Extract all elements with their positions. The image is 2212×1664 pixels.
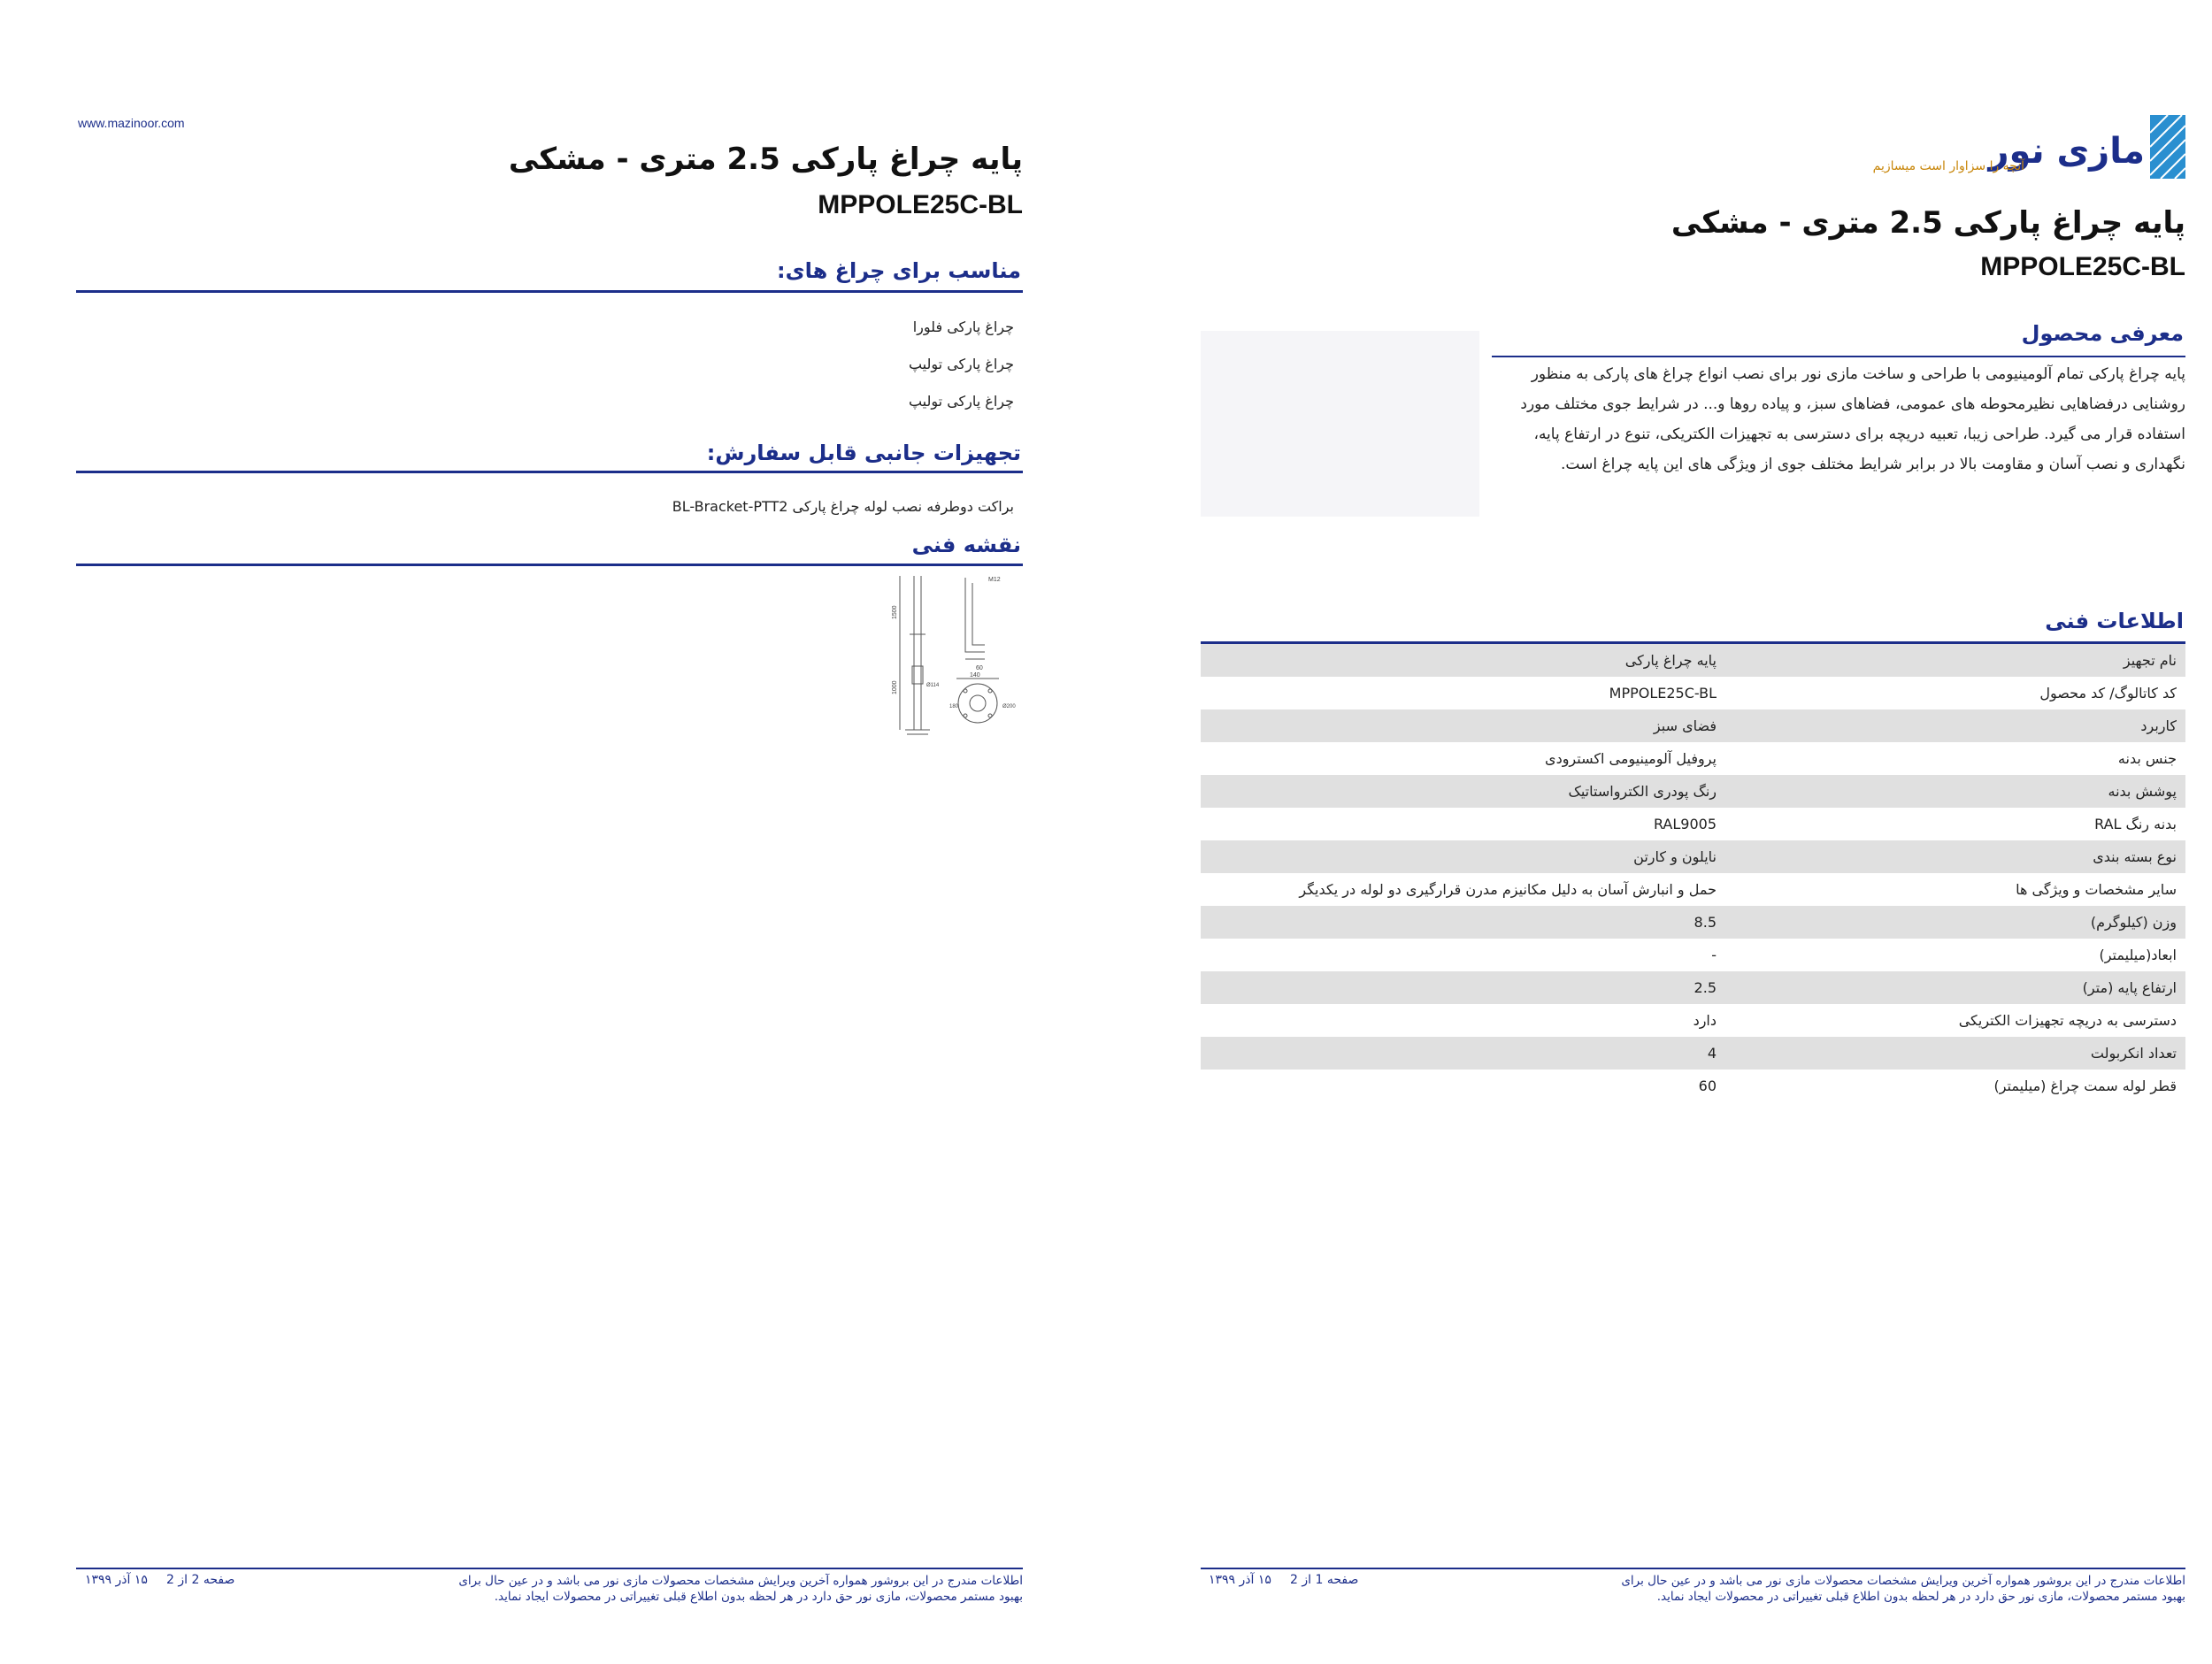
table-row bbox=[1201, 906, 2185, 939]
spec-value: رنگ پودری الکترواستاتیک bbox=[1201, 775, 1725, 808]
suitable-item[interactable]: چراغ پارکی تولیپ bbox=[908, 356, 1014, 372]
spec-label: جنس بدنه bbox=[2117, 750, 2177, 767]
technical-drawing bbox=[880, 571, 1040, 743]
specs-table-wrapper bbox=[1201, 644, 2185, 1102]
table-row bbox=[1201, 840, 2185, 873]
spec-value: حمل و انبارش آسان به دلیل مکانیزم مدرن قرارگیری دو لوله در یکدیگر bbox=[1299, 881, 1717, 898]
spec-label: پوشش بدنه bbox=[1725, 775, 2185, 808]
spec-value: RAL9005 bbox=[1653, 816, 1717, 832]
spec-value: دارد bbox=[1693, 1012, 1717, 1029]
spec-label: سایر مشخصات و ویژگی ها bbox=[2016, 881, 2177, 898]
suitable-heading: مناسب برای چراغ های: bbox=[777, 258, 1021, 283]
table-row bbox=[1201, 775, 2185, 808]
specs-table bbox=[1201, 644, 2185, 1102]
spec-label: قطر لوله سمت چراغ (میلیمتر) bbox=[1993, 1077, 2177, 1094]
footer-disclaimer: اطلاعات مندرج در این بروشور همواره آخرین ویرایش مشخصات محصولات مازی نور می باشد و در عین حال برای بهبود مستمر محصولات، مازی نور حق دارد در هر لحظه بدون اطلاع قبلی تغییراتی در محصولات ایجاد نماید. bbox=[1621, 1574, 2185, 1604]
intro-paragraph: پایه چراغ پارکی تمام آلومینیومی با طراحی و ساخت مازی نور برای نصب انواع چراغ های پارکی به منظور روشنایی درفضاهایی نظیرمحوطه های عمومی، فضاهای سبز، و پیاده روها و... در شرایط جوی مختلف مورد استفاده قرار می گیرد. طراحی زیبا، تعبیه دریچه برای دسترسی به تجهیزات الکتریکی، تنوع در ارتفاع پایه، نگهداری و نصب آسان و مقاومت بالا در برابر شرایط مختلف جوی از ویژگی های این پایه چراغ است. bbox=[1520, 365, 2185, 473]
page-number: صفحه 1 از 2 bbox=[1290, 1573, 1359, 1587]
product-code: MPPOLE25C-BL bbox=[1980, 252, 2185, 281]
section-divider bbox=[76, 290, 1023, 293]
table-row bbox=[1201, 873, 2185, 906]
spec-value: 60 bbox=[1698, 1077, 1717, 1094]
footer-divider bbox=[1201, 1568, 2185, 1569]
table-row bbox=[1201, 808, 2185, 840]
spec-label: دسترسی به دریچه تجهیزات الکتریکی bbox=[1958, 1012, 2177, 1029]
spec-value: 8.5 bbox=[1201, 906, 1725, 939]
table-row bbox=[1201, 677, 2185, 709]
table-row bbox=[1201, 939, 2185, 971]
drawing-heading: نقشه فنی bbox=[911, 533, 1021, 557]
spec-value: پروفیل آلومینیومی اکسترودی bbox=[1545, 750, 1717, 767]
dim-pole-diameter: Ø114 bbox=[926, 683, 940, 688]
dim-diameter: 60 bbox=[976, 665, 983, 671]
table-row bbox=[1201, 1004, 2185, 1037]
spec-value: 4 bbox=[1201, 1037, 1725, 1070]
spec-label: نوع بسته بندی bbox=[1725, 840, 2185, 873]
product-image-placeholder bbox=[1201, 331, 1479, 517]
table-row bbox=[1201, 644, 2185, 677]
table-row bbox=[1201, 742, 2185, 775]
suitable-item[interactable]: چراغ پارکی فلورا bbox=[912, 318, 1014, 335]
spec-value: نایلون و کارتن bbox=[1201, 840, 1725, 873]
footer-date: ۱۵ آذر ۱۳۹۹ bbox=[85, 1573, 148, 1587]
spec-label: نام تجهیز bbox=[1725, 644, 2185, 677]
spec-label: ابعاد(میلیمتر) bbox=[2099, 947, 2177, 963]
intro-heading: معرفی محصول bbox=[2021, 321, 2184, 346]
spec-label: ارتفاع پایه (متر) bbox=[1725, 971, 2185, 1004]
product-title: پایه چراغ پارکی 2.5 متری - مشکی bbox=[1671, 205, 2185, 241]
page-1 bbox=[1106, 0, 2212, 1664]
footer-date: ۱۵ آذر ۱۳۹۹ bbox=[1209, 1573, 1271, 1587]
specs-heading: اطلاعات فنی bbox=[2045, 609, 2184, 633]
table-row bbox=[1201, 709, 2185, 742]
spec-value: - bbox=[1711, 947, 1717, 963]
product-title: پایه چراغ پارکی 2.5 متری - مشکی bbox=[508, 142, 1023, 177]
page-number: صفحه 2 از 2 bbox=[166, 1573, 235, 1587]
table-row bbox=[1201, 1070, 2185, 1102]
spec-value: پایه چراغ پارکی bbox=[1201, 644, 1725, 677]
footer-divider bbox=[76, 1568, 1023, 1569]
section-divider bbox=[76, 564, 1023, 566]
section-divider bbox=[1492, 356, 2185, 357]
spec-value: 2.5 bbox=[1201, 971, 1725, 1004]
table-row bbox=[1201, 971, 2185, 1004]
spec-value: فضای سبز bbox=[1201, 709, 1725, 742]
dim-height-bottom: 1000 bbox=[892, 680, 898, 694]
spec-label: کاربرد bbox=[1725, 709, 2185, 742]
accessories-heading: تجهیزات جانبی قابل سفارش: bbox=[706, 441, 1021, 465]
product-code: MPPOLE25C-BL bbox=[818, 190, 1023, 219]
dim-plate-diameter: Ø200 bbox=[1002, 704, 1016, 709]
section-divider bbox=[76, 471, 1023, 473]
spec-label: کد کاتالوگ/ کد محصول bbox=[2039, 685, 2177, 702]
spec-label: تعداد انکربولت bbox=[1725, 1037, 2185, 1070]
footer-disclaimer: اطلاعات مندرج در این بروشور همواره آخرین ویرایش مشخصات محصولات مازی نور می باشد و در عین حال برای بهبود مستمر محصولات، مازی نور حق دارد در هر لحظه بدون اطلاع قبلی تغییراتی در محصولات ایجاد نماید. bbox=[458, 1574, 1023, 1604]
suitable-item[interactable]: چراغ پارکی تولیپ bbox=[908, 393, 1014, 410]
dim-plate-side: 180 bbox=[949, 704, 959, 709]
spec-label: بدنه رنگ RAL bbox=[2094, 816, 2177, 832]
brand-logo-mark bbox=[2150, 115, 2185, 179]
dim-height-top: 1500 bbox=[892, 605, 898, 619]
brand-tagline: آنچه را سزاوار است میسازیم bbox=[1872, 159, 2024, 173]
website-url[interactable]: www.mazinoor.com bbox=[78, 116, 185, 130]
spec-value: MPPOLE25C-BL bbox=[1609, 685, 1717, 702]
logo-stripes-icon bbox=[2150, 115, 2185, 179]
table-row bbox=[1201, 1037, 2185, 1070]
spec-label: وزن (کیلوگرم) bbox=[1725, 906, 2185, 939]
brand-logo-text: مازی نور bbox=[1988, 131, 2145, 172]
dim-bolt: M12 bbox=[988, 577, 1001, 583]
dim-plate-width: 140 bbox=[970, 672, 980, 679]
accessory-item[interactable]: براکت دوطرفه نصب لوله چراغ پارکی BL-Bracket-PTT2 bbox=[672, 498, 1014, 515]
